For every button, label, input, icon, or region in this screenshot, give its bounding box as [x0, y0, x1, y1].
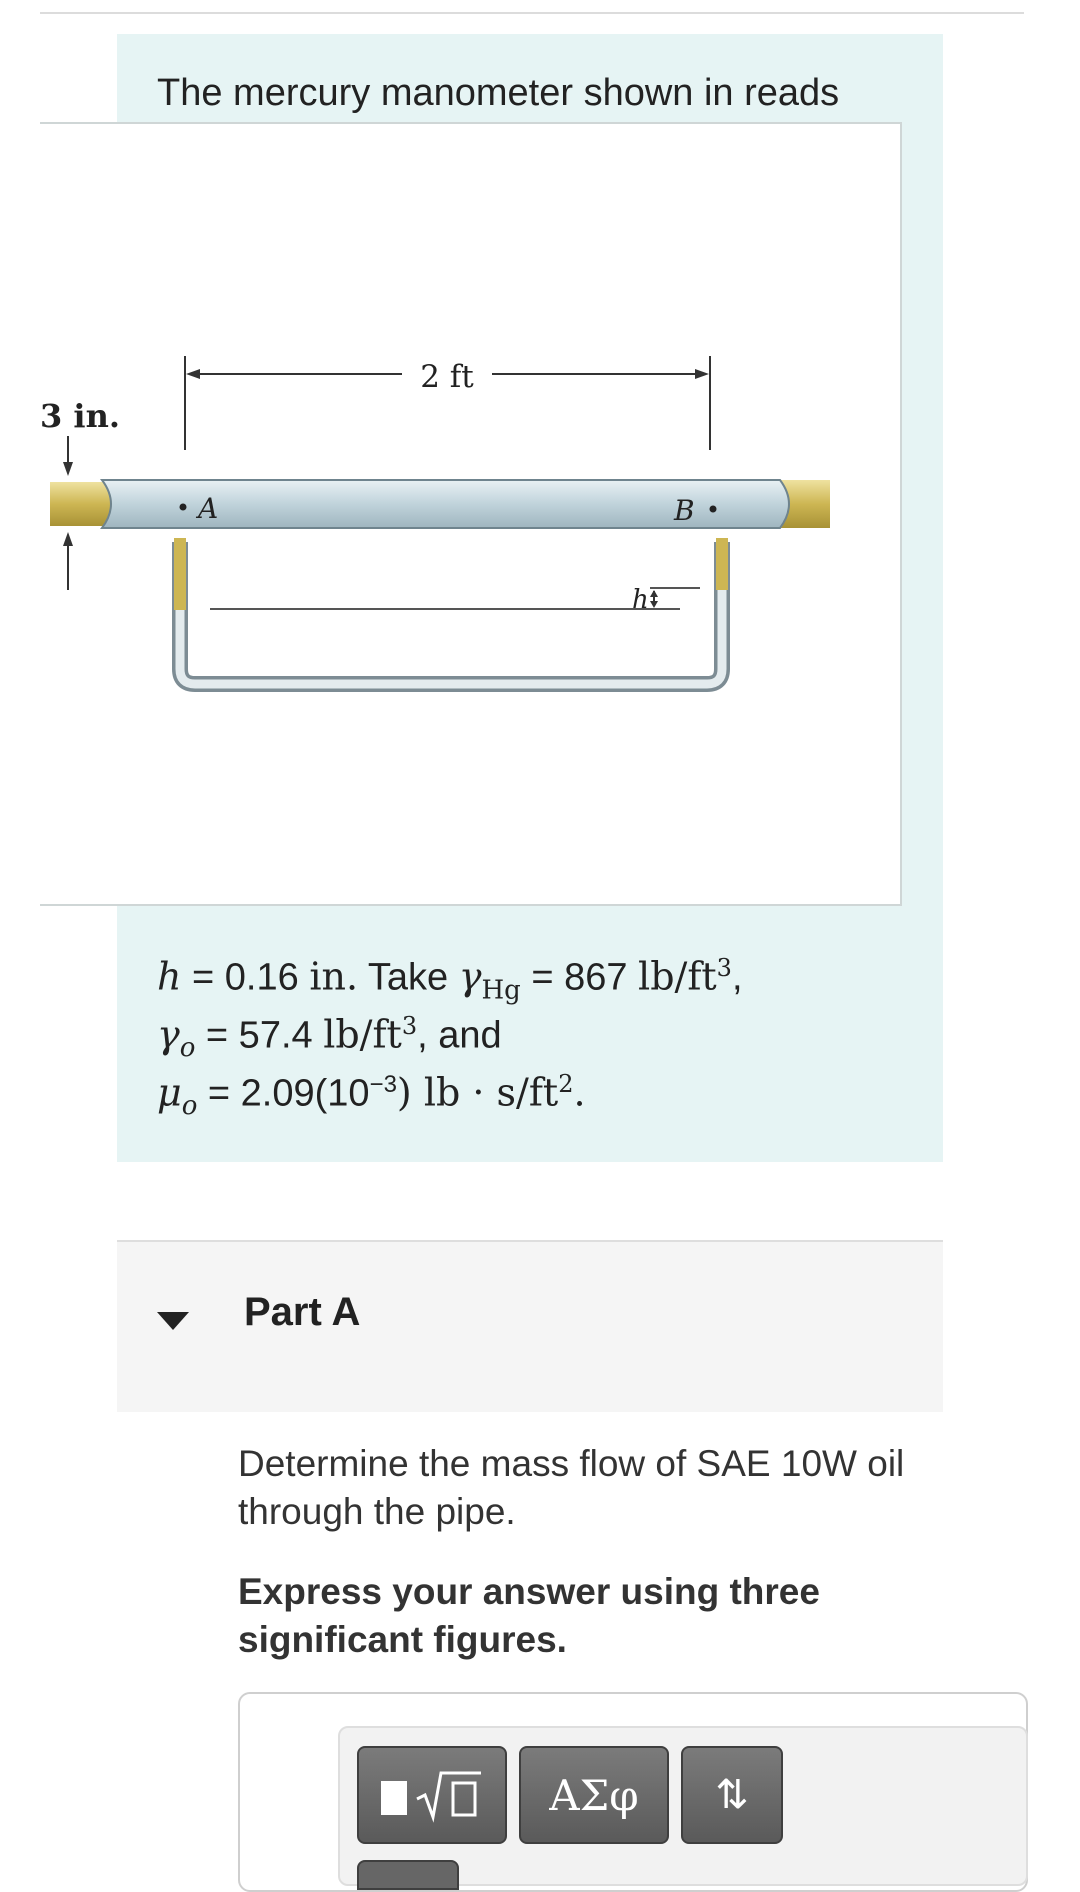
given-line-1	[157, 954, 743, 1005]
mu-subscript: o	[181, 1091, 198, 1122]
gamma-hg-exponent: 3	[716, 954, 732, 982]
templates-icon	[377, 1765, 487, 1825]
mu-value: = 2.09(10	[197, 1072, 370, 1115]
h-label: h	[632, 585, 649, 615]
given-line-3-end: .	[573, 1070, 586, 1115]
given-line-1-end: ,	[731, 956, 743, 999]
dimension-3in-label: 3 in.	[40, 397, 120, 435]
part-a-instruction: Express your answer using three significant figures.	[238, 1571, 820, 1660]
tube-oil-left	[174, 538, 186, 610]
manometer-diagram	[40, 124, 902, 908]
h-unit: in.	[309, 954, 359, 999]
pipe-end-left	[50, 482, 115, 526]
point-a-dot	[180, 504, 187, 511]
take-text: Take	[358, 956, 459, 999]
templates-button[interactable]	[357, 1746, 507, 1844]
h-value: = 0.16	[181, 956, 310, 999]
gamma-hg-unit: lb/ft	[638, 954, 717, 999]
mu-exponent: −3	[369, 1071, 397, 1098]
point-b-label: B	[674, 494, 695, 527]
dimension-2ft-label: 2 ft	[420, 359, 474, 395]
gamma-o-value: = 57.4	[195, 1014, 324, 1057]
dim-arrow-left	[186, 369, 200, 379]
dim-arrow-right	[695, 369, 709, 379]
h-symbol: h	[157, 954, 182, 999]
manometer-figure	[40, 122, 902, 906]
gamma-o-unit: lb/ft	[323, 1012, 402, 1057]
gamma-hg-value: = 867	[520, 956, 639, 999]
swap-arrows-button[interactable]: ⇅	[681, 1746, 783, 1844]
dim3-arrow-up	[63, 532, 73, 546]
mu-symbol: μ	[157, 1070, 182, 1115]
dim3-arrow-down	[63, 462, 73, 476]
gamma-hg-symbol: γ	[458, 954, 482, 999]
part-a-title: Part A	[244, 1290, 361, 1334]
problem-intro: The mercury manometer shown in reads	[157, 72, 840, 114]
point-a-label: A	[198, 492, 219, 525]
given-line-2-end: , and	[417, 1014, 502, 1057]
mu-unit: lb · s/ft	[423, 1070, 559, 1115]
given-line-2	[157, 1012, 502, 1063]
toolbar-button-partial[interactable]	[357, 1860, 459, 1890]
collapse-toggle-icon[interactable]	[157, 1312, 189, 1330]
h-arrow-down	[650, 601, 658, 608]
point-b-dot	[710, 506, 717, 513]
gamma-o-exponent: 3	[401, 1012, 418, 1040]
gamma-o-symbol: γ	[157, 1012, 180, 1057]
top-divider	[40, 12, 1024, 14]
tube-oil-right	[716, 538, 728, 590]
gamma-o-subscript: o	[179, 1033, 196, 1064]
mu-unit-exponent: 2	[558, 1070, 574, 1098]
gamma-hg-subscript: Hg	[481, 975, 521, 1006]
greek-symbols-button[interactable]: ΑΣφ	[519, 1746, 669, 1844]
part-a-question: Determine the mass flow of SAE 10W oil through the pipe.	[238, 1443, 905, 1532]
given-line-3	[157, 1070, 586, 1121]
h-arrow-up	[650, 590, 658, 597]
mu-close: )	[396, 1070, 424, 1115]
part-a-header[interactable]	[117, 1240, 943, 1412]
